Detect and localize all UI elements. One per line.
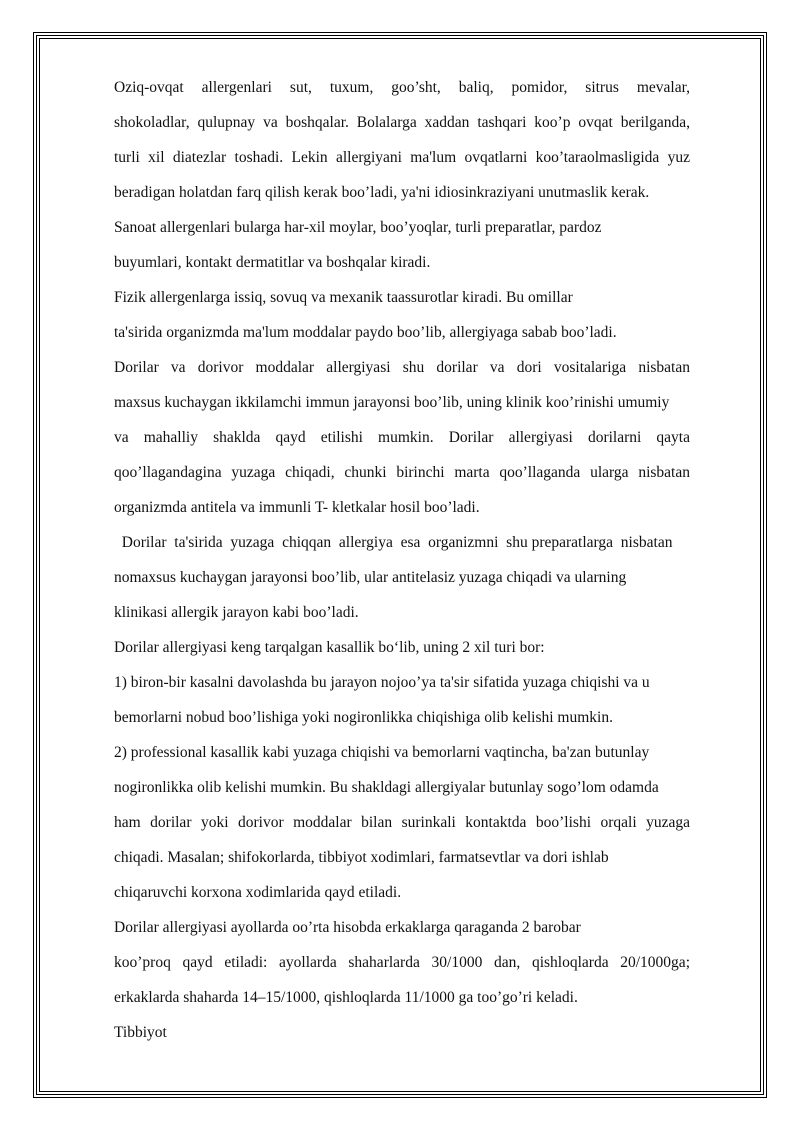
text-line: Dorilar ta'sirida yuzaga chiqqan allergiya esa organizmni shu preparatlarga nisbatan xyxy=(114,534,673,551)
text-line: qoo’llagandagina yuzaga chiqadi, chunki birinchi marta qoo’llaganda ularga nisbatan xyxy=(114,464,690,481)
text-line: Dorilar allergiyasi keng tarqalgan kasallik bo‘lib, uning 2 xil turi bor: xyxy=(114,639,545,656)
text-line: chiqadi. Masalan; shifokorlarda, tibbiyot xodimlari, farmatsevtlar va dori ishlab xyxy=(114,849,609,866)
text-line: Dorilar va dorivor moddalar allergiyasi shu dorilar va dori vositalariga nisbatan xyxy=(114,359,690,376)
text-line: klinikasi allergik jarayon kabi boo’ladi. xyxy=(114,604,359,621)
text-line: nogironlikka olib kelishi mumkin. Bu shakldagi allergiyalar butunlay sogo’lom odamda xyxy=(114,779,659,796)
text-line: ham dorilar yoki dorivor moddalar bilan surinkali kontaktda boo’lishi orqali yuzaga xyxy=(114,814,690,831)
text-line: turli xil diatezlar toshadi. Lekin allergiyani ma'lum ovqatlarni koo’taraolmasligida yuz xyxy=(114,149,690,166)
text-line: va mahalliy shaklda qayd etilishi mumkin. Dorilar allergiyasi dorilarni qayta xyxy=(114,429,690,446)
document-body xyxy=(114,70,690,1050)
text-line: erkaklarda shaharda 14–15/1000, qishloqlarda 11/1000 ga too’go’ri keladi. xyxy=(114,989,578,1006)
text-line: Tibbiyot xyxy=(114,1024,167,1041)
text-line: Oziq-ovqat allergenlari sut, tuxum, goo’sht, baliq, pomidor, sitrus mevalar, xyxy=(114,79,690,96)
text-line: shokoladlar, qulupnay va boshqalar. Bolalarga xaddan tashqari koo’p ovqat berilganda, xyxy=(114,114,690,131)
text-line: koo’proq qayd etiladi: ayollarda shaharlarda 30/1000 dan, qishloqlarda 20/1000ga; xyxy=(114,954,690,971)
text-line: Fizik allergenlarga issiq, sovuq va mexanik taassurotlar kiradi. Bu omillar xyxy=(114,289,573,306)
text-line: bemorlarni nobud boo’lishiga yoki nogironlikka chiqishiga olib kelishi mumkin. xyxy=(114,709,613,726)
text-line: maxsus kuchaygan ikkilamchi immun jarayonsi boo’lib, uning klinik koo’rinishi umumiy xyxy=(114,394,670,411)
text-line: nomaxsus kuchaygan jarayonsi boo’lib, ular antitelasiz yuzaga chiqadi va ularning xyxy=(114,569,627,586)
text-line: 2) professional kasallik kabi yuzaga chiqishi va bemorlarni vaqtincha, ba'zan butunlay xyxy=(114,744,650,761)
text-line: chiqaruvchi korxona xodimlarida qayd etiladi. xyxy=(114,884,402,901)
text-line: organizmda antitela va immunli T- kletkalar hosil boo’ladi. xyxy=(114,499,480,516)
text-line: beradigan holatdan farq qilish kerak boo’ladi, ya'ni idiosinkraziyani unutmaslik kerak. xyxy=(114,184,650,201)
text-line: Sanoat allergenlari bularga har-xil moylar, boo’yoqlar, turli preparatlar, pardoz xyxy=(114,219,602,236)
text-line: ta'sirida organizmda ma'lum moddalar paydo boo’lib, allergiyaga sabab boo’ladi. xyxy=(114,324,617,341)
text-line: Dorilar allergiyasi ayollarda oo’rta hisobda erkaklarga qaraganda 2 barobar xyxy=(114,919,581,936)
text-line: buyumlari, kontakt dermatitlar va boshqalar kiradi. xyxy=(114,254,431,271)
text-line: 1) biron-bir kasalni davolashda bu jarayon nojoo’ya ta'sir sifatida yuzaga chiqishi va u xyxy=(114,674,650,691)
